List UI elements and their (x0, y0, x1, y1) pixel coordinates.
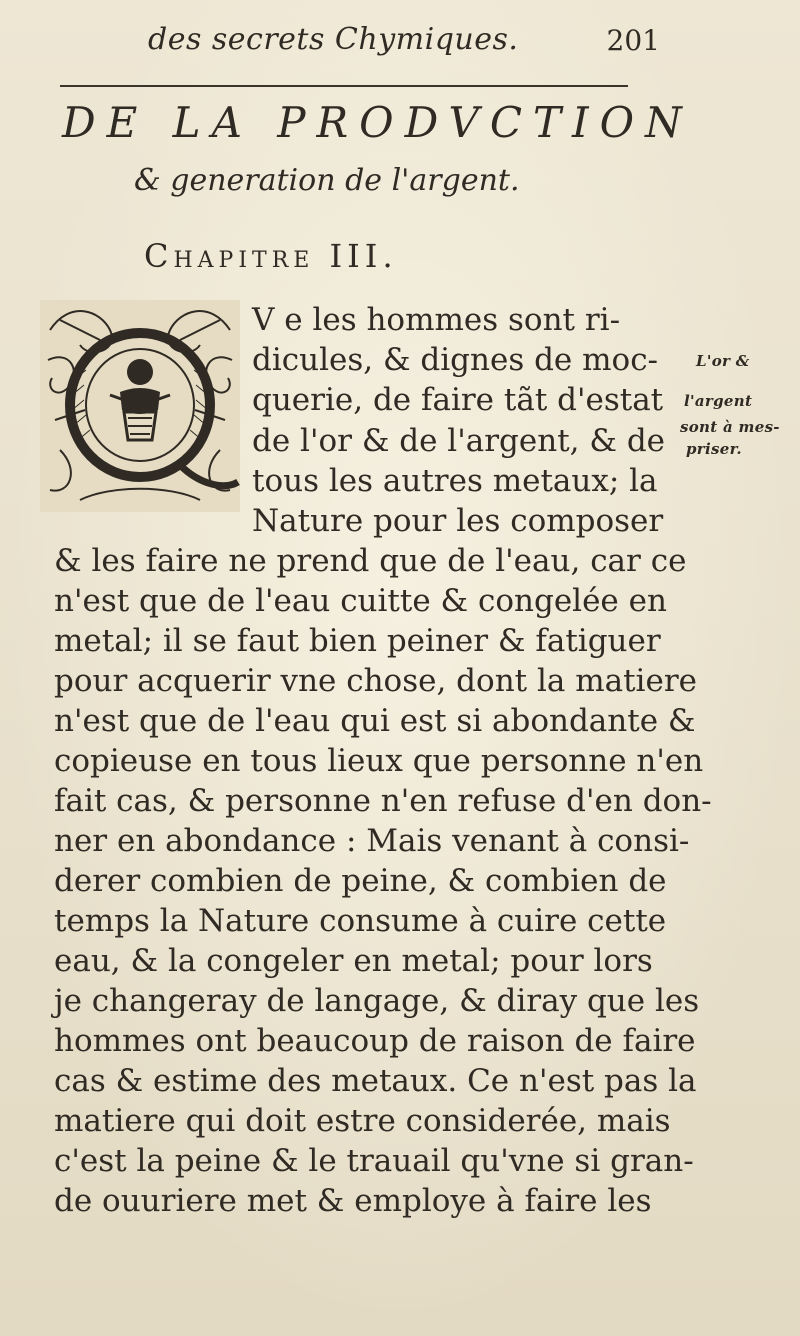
text-line: Nature pour les composer (252, 503, 664, 539)
section-subtitle: & generation de l'argent. (134, 163, 520, 198)
text-line: de ouuriere met & employe à faire les (54, 1183, 652, 1219)
chapter-heading: Chapitre III. (144, 237, 398, 275)
running-head (148, 22, 668, 66)
text-line: & les faire ne prend que de l'eau, car ce (54, 543, 687, 579)
text-line: temps la Nature consume à cuire cette (54, 903, 667, 939)
text-line: ner en abondance : Mais venant à consi- (54, 823, 690, 859)
text-line: V e les hommes sont ri- (252, 302, 621, 338)
text-line: derer combien de peine, & combien de (54, 863, 667, 899)
text-line: copieuse en tous lieux que personne n'en (54, 743, 704, 779)
text-line: dicules, & dignes de moc- (252, 342, 659, 378)
text-line: hommes ont beaucoup de raison de faire (54, 1023, 696, 1059)
text-line: je changeray de langage, & diray que les (54, 983, 700, 1019)
text-line: n'est que de l'eau cuitte & congelée en (54, 583, 667, 619)
margin-note: sont à mes- (680, 418, 780, 436)
text-line: querie, de faire tãt d'estat (252, 382, 664, 418)
text-line: metal; il se faut bien peiner & fatiguer (54, 623, 661, 659)
text-line: matiere qui doit estre considerée, mais (54, 1103, 671, 1139)
page-number: 201 (606, 24, 660, 57)
text-line: pour acquerir vne chose, dont la matiere (54, 663, 697, 699)
text-line: tous les autres metaux; la (252, 463, 658, 499)
text-line: fait cas, & personne n'en refuse d'en don- (54, 783, 712, 819)
text-line: eau, & la congeler en metal; pour lors (54, 943, 653, 979)
margin-note: L'or & (696, 352, 750, 370)
text-line: n'est que de l'eau qui est si abondante & (54, 703, 696, 739)
section-title: DE LA PRODVCTION (62, 98, 693, 147)
ornamental-initial-icon (40, 300, 240, 512)
margin-note: l'argent (684, 392, 753, 410)
text-line: c'est la peine & le trauail qu'vne si gran- (54, 1143, 694, 1179)
margin-note: priser. (686, 440, 742, 458)
text-line: de l'or & de l'argent, & de (252, 423, 666, 459)
running-head-title: des secrets Chymiques. (148, 22, 519, 57)
header-rule (60, 85, 628, 87)
text-line: cas & estime des metaux. Ce n'est pas la (54, 1063, 697, 1099)
